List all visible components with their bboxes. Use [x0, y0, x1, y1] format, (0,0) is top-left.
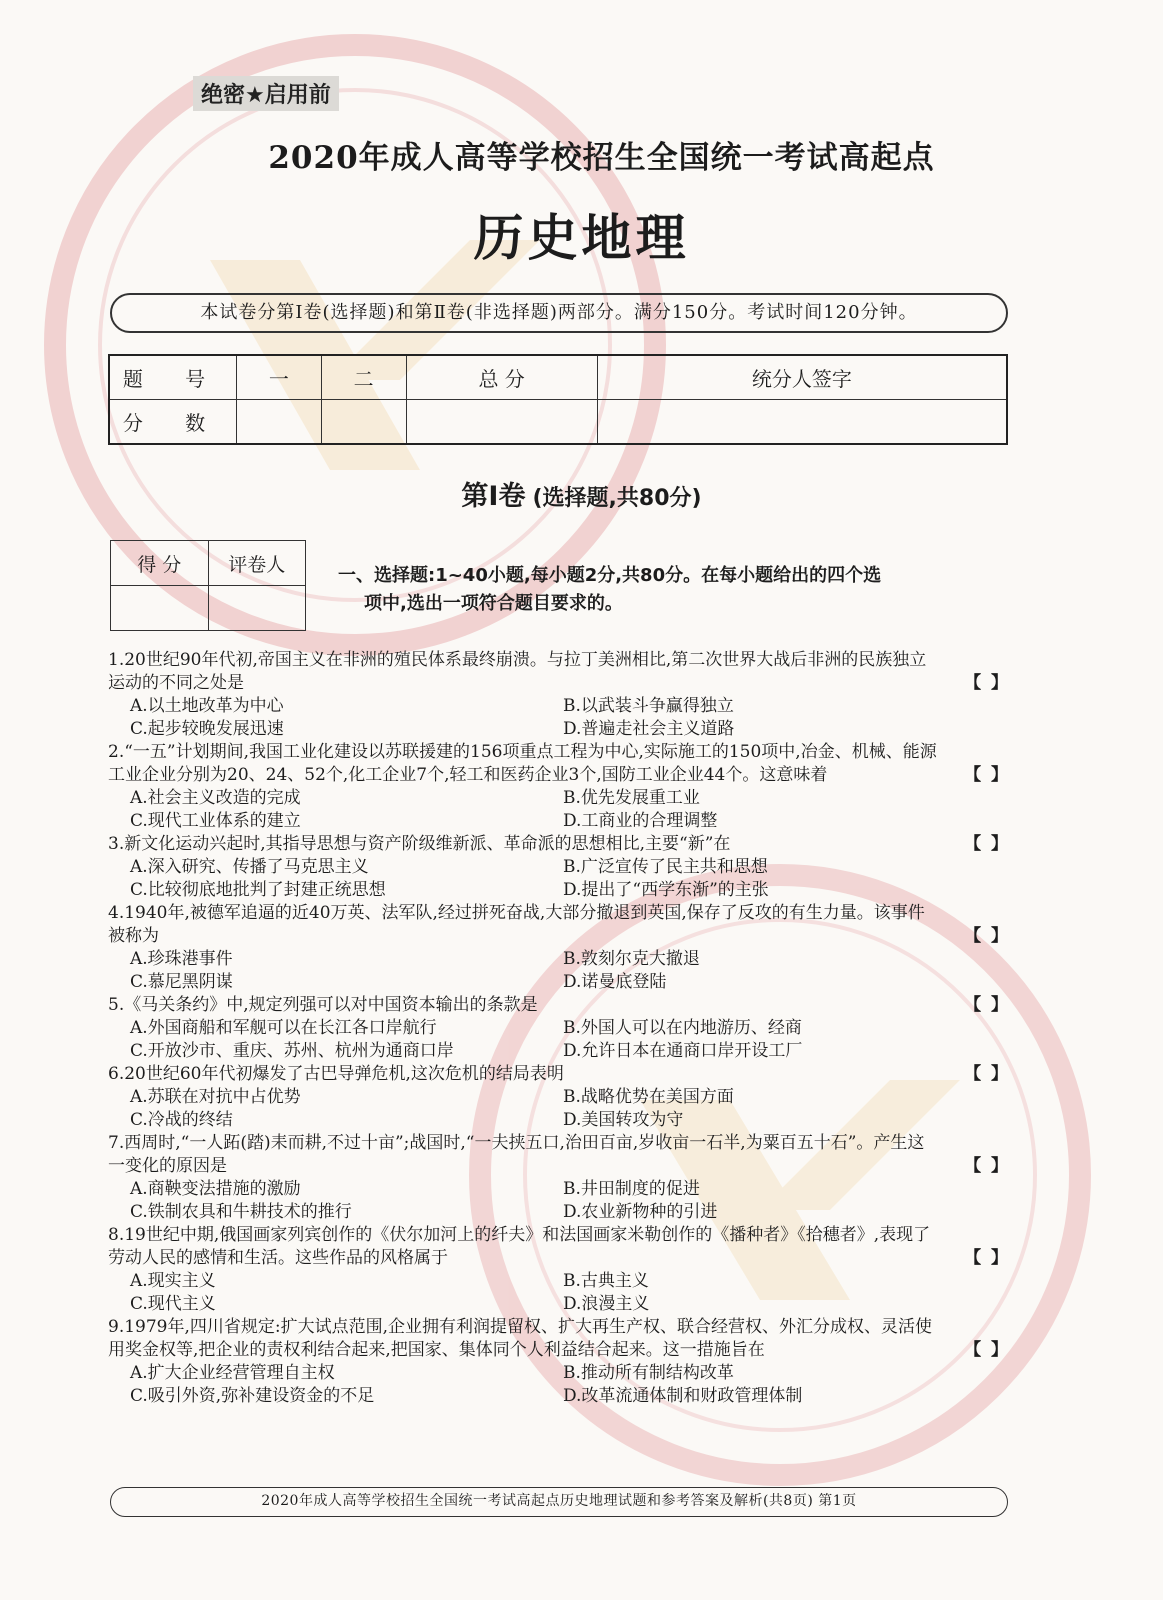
score-cell-question-no: 题 号	[109, 355, 237, 400]
option-b: B.广泛宣传了民主共和思想	[563, 857, 768, 877]
grader-input-row	[111, 586, 306, 631]
option-b: B.战略优势在美国方面	[563, 1087, 734, 1107]
question-item	[108, 1063, 1010, 1132]
option-c: C.开放沙市、重庆、苏州、杭州为通商口岸	[130, 1041, 454, 1061]
option-a: A.苏联在对抗中占优势	[130, 1087, 301, 1107]
question-item	[108, 994, 1010, 1063]
question-text: 9.1979年,四川省规定:扩大试点范围,企业拥有利润提留权、扩大再生产权、联合经营权、外汇分成权、灵活使用奖金权等,把企业的责权利结合起来,把国家、集体同个人利益结合起来。这一措施旨在	[108, 1317, 933, 1360]
question-options	[108, 1017, 1010, 1063]
question-text: 2.“一五”计划期间,我国工业化建设以苏联援建的156项重点工程为中心,实际施工的150项中,冶金、机械、能源工业企业分别为20、24、52个,化工企业7个,轻工和医药企业3个,国防工业企业44个。这意味着	[108, 742, 937, 785]
option-b: B.优先发展重工业	[563, 788, 700, 808]
option-a: A.商鞅变法措施的激励	[130, 1179, 301, 1199]
part-instruction-line-1: 一、选择题:1~40小题,每小题2分,共80分。在每小题给出的四个选	[338, 565, 882, 586]
question-options	[108, 695, 1010, 741]
option-b: B.古典主义	[563, 1271, 649, 1291]
option-b: B.井田制度的促进	[563, 1179, 700, 1199]
score-input-part-1[interactable]	[237, 400, 322, 445]
score-table	[108, 354, 1008, 445]
question-options	[108, 1270, 1010, 1316]
option-d: D.工商业的合理调整	[563, 811, 718, 831]
option-a: A.社会主义改造的完成	[130, 788, 301, 808]
option-d: D.允许日本在通商口岸开设工厂	[563, 1041, 803, 1061]
section-heading	[0, 474, 1163, 513]
answer-bracket[interactable]: 【 】	[964, 834, 1010, 854]
question-options	[108, 948, 1010, 994]
question-stem	[108, 649, 1010, 695]
score-cell-part-1: 一	[237, 355, 322, 400]
answer-bracket[interactable]: 【 】	[964, 1156, 1010, 1176]
question-item	[108, 1224, 1010, 1316]
option-a: A.以土地改革为中心	[130, 696, 284, 716]
confidential-tag: 绝密★启用前	[193, 76, 339, 111]
option-a: A.珍珠港事件	[130, 949, 233, 969]
question-text: 5.《马关条约》中,规定列强可以对中国资本输出的条款是	[108, 995, 538, 1015]
subject-title: 历史地理	[473, 209, 690, 267]
score-cell-signature: 统分人签字	[597, 355, 1007, 400]
question-list	[108, 649, 1010, 1408]
option-d: D.诺曼底登陆	[563, 972, 667, 992]
option-d: D.改革流通体制和财政管理体制	[563, 1386, 803, 1406]
page-footer: 2020年成人高等学校招生全国统一考试高起点历史地理试题和参考答案及解析(共8页) 第1页	[110, 1487, 1008, 1517]
option-d: D.普遍走社会主义道路	[563, 719, 735, 739]
exam-title: 2020年成人高等学校招生全国统一考试高起点	[268, 140, 935, 176]
grader-name-input[interactable]	[208, 586, 306, 631]
option-b: B.敦刻尔克大撤退	[563, 949, 700, 969]
option-a: A.扩大企业经营管理自主权	[130, 1363, 335, 1383]
answer-bracket[interactable]: 【 】	[964, 1340, 1010, 1360]
question-text: 3.新文化运动兴起时,其指导思想与资产阶级维新派、革命派的思想相比,主要“新”在	[108, 834, 731, 854]
answer-bracket[interactable]: 【 】	[964, 1064, 1010, 1084]
question-text: 1.20世纪90年代初,帝国主义在非洲的殖民体系最终崩溃。与拉丁美洲相比,第二次世界大战后非洲的民族独立运动的不同之处是	[108, 650, 927, 693]
section-title: 第Ⅰ卷	[461, 481, 526, 512]
question-stem	[108, 833, 1010, 856]
answer-bracket[interactable]: 【 】	[964, 926, 1010, 946]
score-cell-score-label: 分 数	[109, 400, 237, 445]
grader-name-label: 评卷人	[208, 541, 306, 586]
score-cell-part-2: 二	[321, 355, 406, 400]
option-b: B.推动所有制结构改革	[563, 1363, 734, 1383]
answer-bracket[interactable]: 【 】	[964, 673, 1010, 693]
part-instruction-line-2: 项中,选出一项符合题目要求的。	[364, 593, 623, 614]
question-stem	[108, 1224, 1010, 1270]
answer-bracket[interactable]: 【 】	[964, 995, 1010, 1015]
question-options	[108, 1178, 1010, 1224]
question-options	[108, 787, 1010, 833]
question-item	[108, 741, 1010, 833]
question-text: 6.20世纪60年代初爆发了古巴导弹危机,这次危机的结局表明	[108, 1064, 564, 1084]
option-b: B.外国人可以在内地游历、经商	[563, 1018, 802, 1038]
score-table-header-row	[109, 355, 1007, 400]
question-stem	[108, 994, 1010, 1017]
question-options	[108, 856, 1010, 902]
question-stem	[108, 1063, 1010, 1086]
option-a: A.深入研究、传播了马克思主义	[130, 857, 369, 877]
option-c: C.比较彻底地批判了封建正统思想	[130, 880, 386, 900]
grader-table	[110, 540, 306, 631]
option-c: C.铁制农具和牛耕技术的推行	[130, 1202, 352, 1222]
question-text: 7.西周时,“一人跖(踏)耒而耕,不过十亩”;战国时,“一夫挟五口,治田百亩,岁收亩一石半,为粟百五十石”。产生这一变化的原因是	[108, 1133, 925, 1176]
question-item	[108, 1132, 1010, 1224]
question-item	[108, 833, 1010, 902]
option-a: A.外国商船和军舰可以在长江各口岸航行	[130, 1018, 437, 1038]
exam-notice: 本试卷分第Ⅰ卷(选择题)和第Ⅱ卷(非选择题)两部分。满分150分。考试时间120分钟。	[110, 293, 1008, 333]
question-text: 8.19世纪中期,俄国画家列宾创作的《伏尔加河上的纤夫》和法国画家米勒创作的《播种者》《拾穗者》,表现了劳动人民的感情和生活。这些作品的风格属于	[108, 1225, 931, 1268]
grader-score-label: 得 分	[111, 541, 209, 586]
section-subtitle: (选择题,共80分)	[532, 486, 702, 511]
question-stem	[108, 1132, 1010, 1178]
part-instruction	[338, 562, 1008, 618]
question-stem	[108, 741, 1010, 787]
question-text: 4.1940年,被德军追逼的近40万英、法军队,经过拼死奋战,大部分撤退到英国,保存了反攻的有生力量。该事件被称为	[108, 903, 925, 946]
option-c: C.现代工业体系的建立	[130, 811, 301, 831]
option-d: D.农业新物种的引进	[563, 1202, 718, 1222]
grader-header-row	[111, 541, 306, 586]
option-a: A.现实主义	[130, 1271, 216, 1291]
option-c: C.起步较晚发展迅速	[130, 719, 284, 739]
question-stem	[108, 1316, 1010, 1362]
answer-bracket[interactable]: 【 】	[964, 765, 1010, 785]
question-options	[108, 1086, 1010, 1132]
score-input-part-2[interactable]	[321, 400, 406, 445]
score-table-score-row	[109, 400, 1007, 445]
score-input-signature[interactable]	[597, 400, 1007, 445]
question-stem	[108, 902, 1010, 948]
option-c: C.现代主义	[130, 1294, 216, 1314]
question-item	[108, 1316, 1010, 1408]
option-b: B.以武装斗争赢得独立	[563, 696, 734, 716]
option-d: D.提出了“西学东渐”的主张	[563, 880, 769, 900]
answer-bracket[interactable]: 【 】	[964, 1248, 1010, 1268]
option-d: D.美国转攻为守	[563, 1110, 684, 1130]
grader-score-input[interactable]	[111, 586, 209, 631]
score-input-total[interactable]	[406, 400, 597, 445]
score-cell-total: 总 分	[406, 355, 597, 400]
option-c: C.吸引外资,弥补建设资金的不足	[130, 1386, 375, 1406]
question-item	[108, 902, 1010, 994]
question-item	[108, 649, 1010, 741]
option-c: C.冷战的终结	[130, 1110, 233, 1130]
option-d: D.浪漫主义	[563, 1294, 650, 1314]
question-options	[108, 1362, 1010, 1408]
option-c: C.慕尼黑阴谋	[130, 972, 233, 992]
